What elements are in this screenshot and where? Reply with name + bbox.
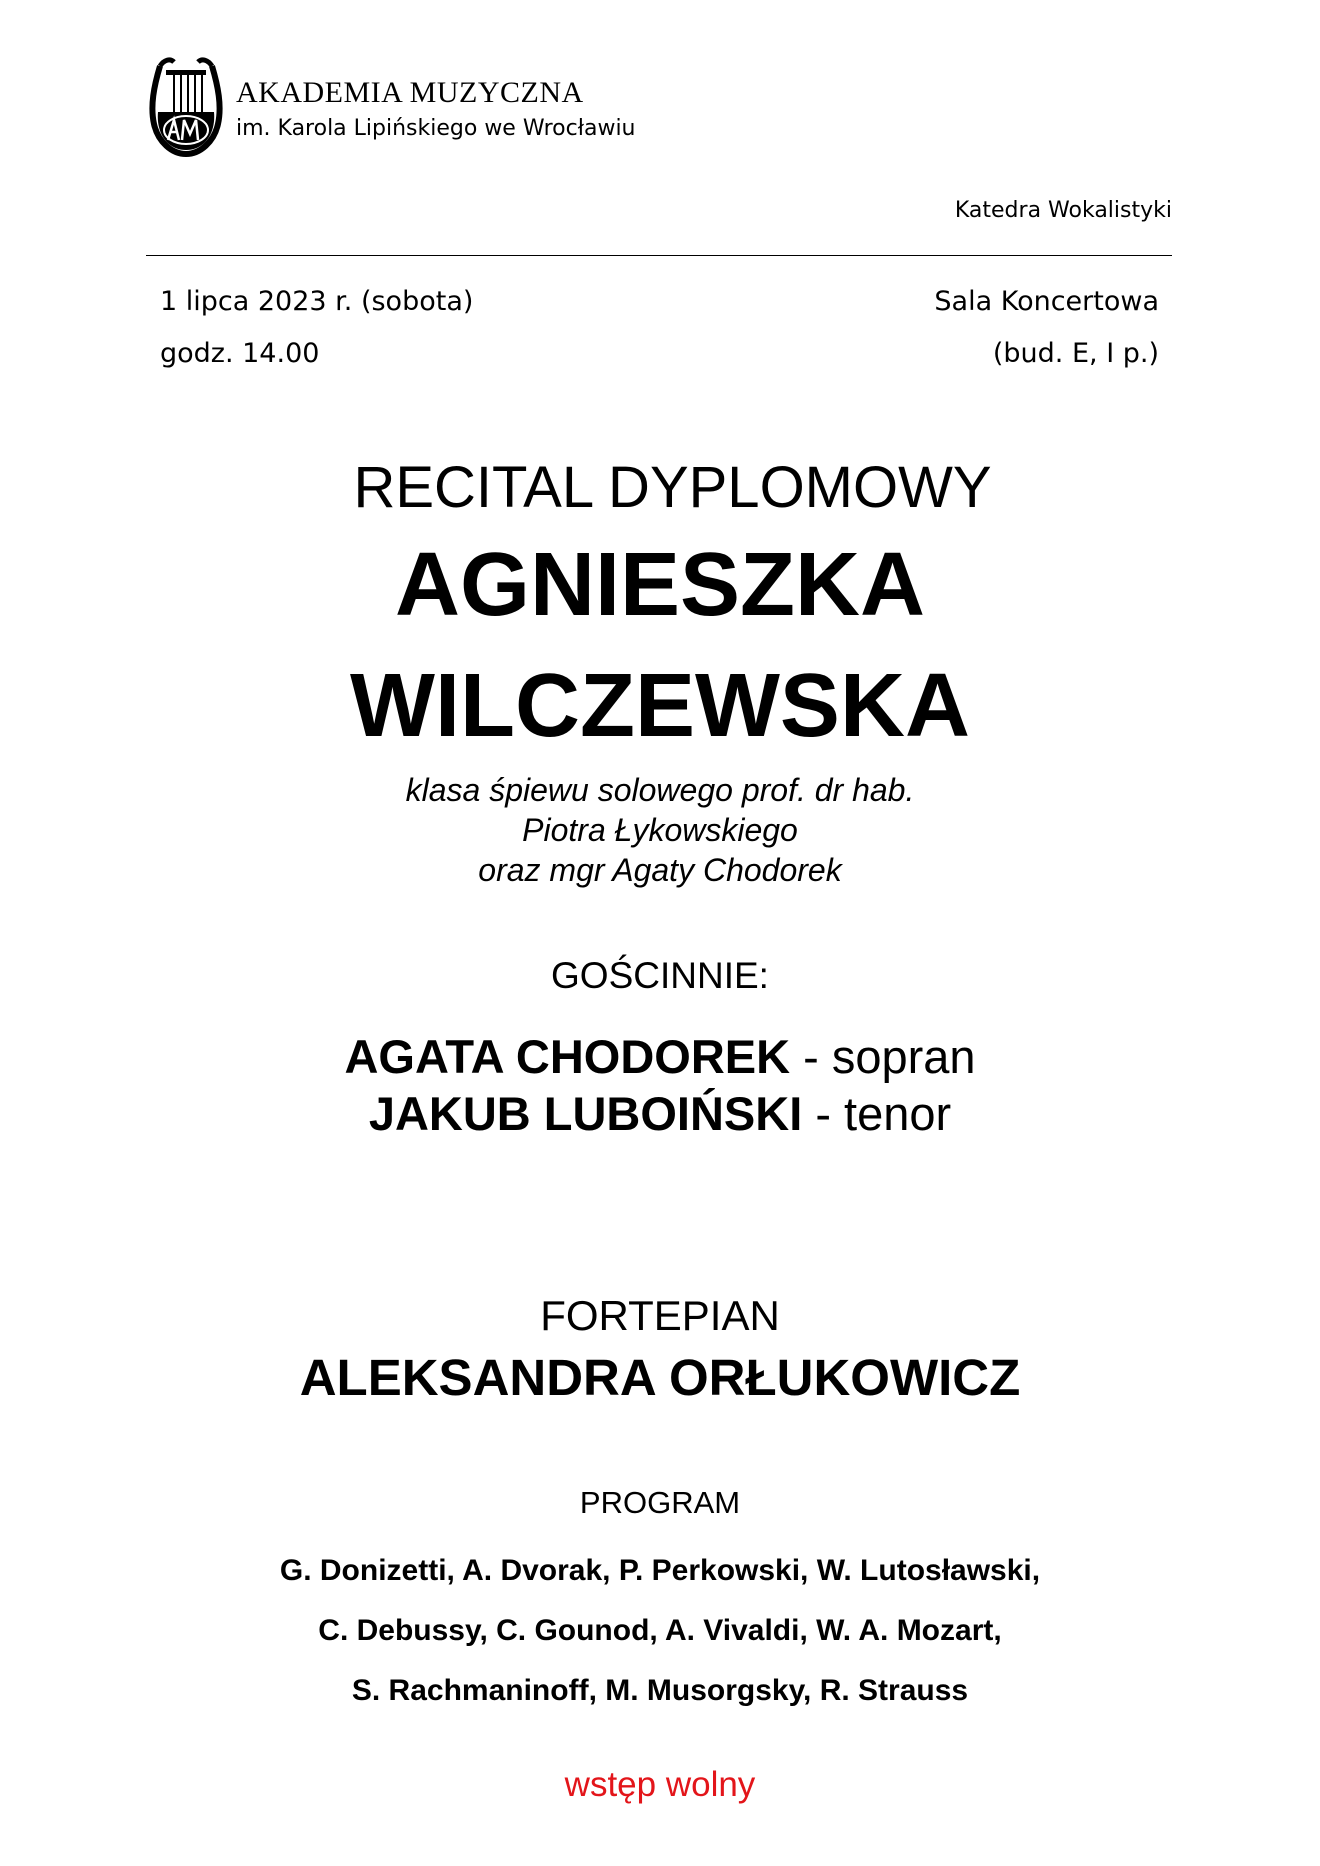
composer-line: C. Debussy, C. Gounod, A. Vivaldi, W. A. Mozart, [318, 1614, 1002, 1647]
guest-item [0, 1030, 1320, 1083]
guest-role: - tenor [802, 1087, 952, 1140]
program-heading: PROGRAM [579, 1485, 741, 1520]
institution-subtitle: im. Karola Lipińskiego we Wrocławiu [236, 116, 636, 141]
event-datetime [160, 276, 473, 380]
guest-role: - sopran [790, 1030, 976, 1083]
academy-logo-icon [146, 56, 226, 160]
composer-line: G. Donizetti, A. Dvorak, P. Perkowski, W. Lutosławski, [279, 1554, 1041, 1587]
piano-heading: FORTEPIAN [540, 1292, 780, 1339]
class-info-line: klasa śpiewu solowego prof. dr hab. [405, 772, 915, 808]
event-date: 1 lipca 2023 r. (sobota) [160, 286, 474, 317]
venue-detail: (bud. E, I p.) [992, 338, 1159, 369]
guest-name: AGATA CHODOREK [344, 1030, 791, 1083]
guest-name: JAKUB LUBOIŃSKI [368, 1087, 803, 1140]
venue-name: Sala Koncertowa [934, 286, 1159, 317]
institution-name: AKADEMIA MUZYCZNA [236, 76, 584, 109]
department-label: Katedra Wokalistyki [954, 198, 1172, 223]
event-time: godz. 14.00 [160, 338, 320, 369]
header-divider [146, 255, 1172, 256]
event-venue [934, 276, 1159, 380]
performer-first-name: AGNIESZKA [394, 535, 926, 635]
performer-last-name: WILCZEWSKA [350, 656, 970, 756]
recital-title: RECITAL DYPLOMOWY [353, 455, 992, 520]
composer-list [0, 1541, 1320, 1721]
admission-note: wstęp wolny [564, 1765, 756, 1804]
composer-line: S. Rachmaninoff, M. Musorgsky, R. Strauss [351, 1674, 969, 1707]
class-info [0, 770, 1320, 890]
guests-heading: GOŚCINNIE: [551, 955, 769, 996]
class-info-line: Piotra Łykowskiego [522, 812, 798, 848]
pianist-name: ALEKSANDRA ORŁUKOWICZ [299, 1349, 1021, 1406]
guest-item [0, 1087, 1320, 1140]
class-info-line: oraz mgr Agaty Chodorek [478, 852, 842, 888]
